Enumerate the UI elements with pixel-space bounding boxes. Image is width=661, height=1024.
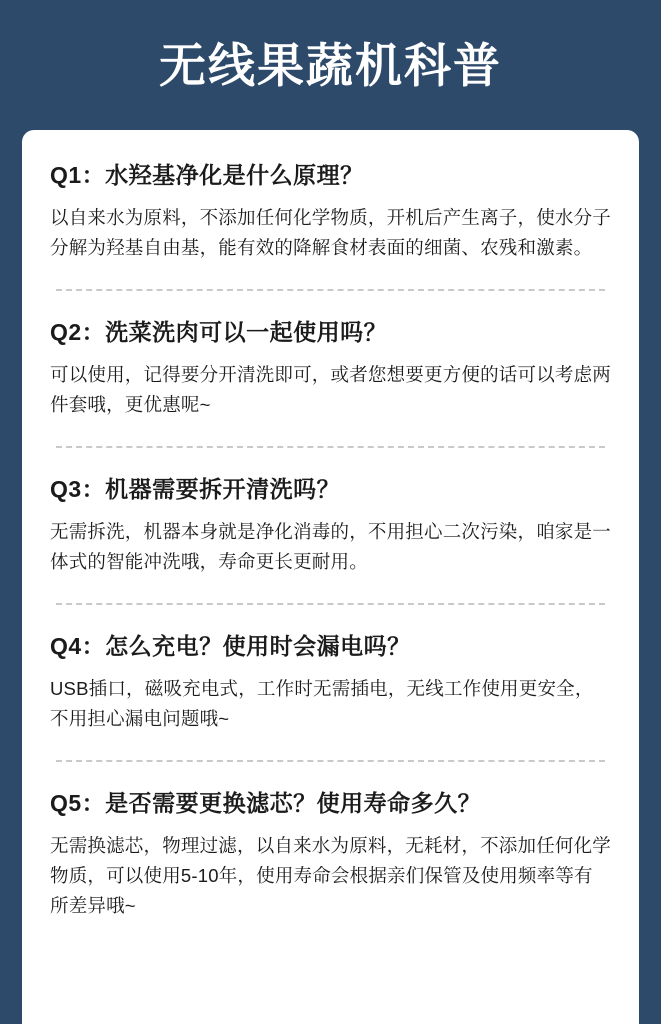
faq-divider [56,289,605,291]
faq-answer: 可以使用，记得要分开清洗即可，或者您想要更方便的话可以考虑两件套哦，更优惠呢~ [50,364,612,416]
page-title: 无线果蔬机科普 [159,39,502,92]
faq-item-1 [50,160,611,263]
faq-item-4 [50,631,611,734]
faq-question: Q3：机器需要拆开清洗吗？ [50,476,341,503]
faq-answer: 无需拆洗，机器本身就是净化消毒的，不用担心二次污染，咱家是一体式的智能冲洗哦，寿命更长更耐用。 [50,521,612,573]
faq-item-3 [50,474,611,577]
faq-divider [56,603,605,605]
faq-answer: 无需换滤芯，物理过滤，以自来水为原料，无耗材，不添加任何化学物质，可以使用5-10年，使用寿命会根据亲们保管及使用频率等有所差异哦~ [50,835,612,917]
faq-item-2 [50,317,611,420]
faq-answer: 以自来水为原料，不添加任何化学物质，开机后产生离子，使水分子分解为羟基自由基，能有效的降解食材表面的细菌、农残和激素。 [50,207,612,259]
faq-divider [56,760,605,762]
faq-question: Q4：怎么充电？使用时会漏电吗？ [50,633,411,660]
faq-card [22,130,639,1024]
faq-question: Q2：洗菜洗肉可以一起使用吗？ [50,319,388,346]
faq-question: Q5：是否需要更换滤芯？使用寿命多久？ [50,790,482,817]
faq-item-5 [50,788,611,921]
faq-divider [56,446,605,448]
faq-answer: USB插口，磁吸充电式，工作时无需插电，无线工作使用更安全，不用担心漏电问题哦~ [50,678,594,730]
faq-question: Q1：水羟基净化是什么原理？ [50,162,364,189]
